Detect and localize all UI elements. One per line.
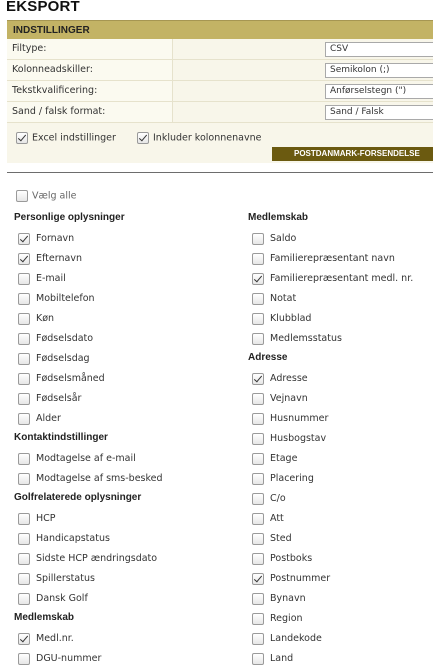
field-label: Handicapstatus [36,533,110,544]
setting-value-cell [173,39,433,59]
include-column-names-label: Inkluder kolonnenavne [153,132,262,144]
field-checkbox[interactable] [252,393,264,405]
setting-row-text-qualifier [7,81,433,102]
field-option-dansk-golf[interactable] [14,589,163,609]
field-option-fornavn[interactable] [14,229,163,249]
field-option-hcp[interactable] [14,509,163,529]
field-option-husnummer[interactable] [248,409,413,429]
setting-label: Kolonneadskiller: [7,60,173,80]
field-checkbox[interactable] [252,253,264,265]
field-option-sidste-hcp-aendringsdato[interactable] [14,549,163,569]
section-heading-personlige-oplysninger: Personlige oplysninger [14,212,125,223]
excel-settings-option[interactable] [16,132,116,144]
field-option-medlemsstatus[interactable] [248,329,413,349]
field-label: Mobiltelefon [36,293,95,304]
field-label: Landekode [270,633,322,644]
field-option-klubblad[interactable] [248,309,413,329]
field-label: Postnummer [270,573,331,584]
field-label: Dansk Golf [36,593,88,604]
field-checkbox[interactable] [252,333,264,345]
field-option-foedselsaar[interactable] [14,389,163,409]
field-option-region[interactable] [248,609,413,629]
field-option-modtagelse-af-e-mail[interactable] [14,449,163,469]
field-label: Fødselsdato [36,333,94,344]
select-all-option[interactable] [16,190,76,202]
field-checkbox[interactable] [252,433,264,445]
field-option-mobiltelefon[interactable] [14,289,163,309]
field-checkbox[interactable] [18,533,30,545]
field-option-landekode[interactable] [248,629,413,649]
field-label: Fødselsmåned [36,373,105,384]
field-checkbox[interactable] [252,413,264,425]
section-divider [7,172,433,173]
field-option-etage[interactable] [248,449,413,469]
field-option-medl-nr[interactable] [14,629,163,649]
field-label: Husbogstav [270,433,327,444]
field-label: Land [270,653,294,664]
field-checkbox[interactable] [252,273,264,285]
setting-value-cell [173,102,433,122]
field-label: Notat [270,293,297,304]
field-checkbox[interactable] [18,393,30,405]
field-label: Sted [270,533,292,544]
field-option-koen[interactable] [14,309,163,329]
field-checkbox[interactable] [252,473,264,485]
settings-panel [7,20,433,163]
field-option-c-o[interactable] [248,489,413,509]
field-label: Medl.nr. [36,633,74,644]
select-all-label: Vælg alle [32,190,77,202]
include-column-names-checkbox[interactable] [137,132,149,144]
setting-row-boolean-format [7,102,433,123]
field-option-bynavn[interactable] [248,589,413,609]
export-options-row [7,123,433,163]
field-label: Alder [36,413,61,424]
field-option-familierepraesentant-medl-nr[interactable] [248,269,413,289]
field-option-land[interactable] [248,649,413,669]
field-label: Vejnavn [270,393,308,404]
field-option-familierepraesentant-navn[interactable] [248,249,413,269]
text-qualifier-select[interactable]: Anførselstegn (") [325,84,433,99]
column-separator-select[interactable]: Semikolon (;) [325,63,433,78]
field-label: Fødselsår [36,393,82,404]
field-checkbox[interactable] [252,513,264,525]
section-heading-kontaktindstillinger: Kontaktindstillinger [14,432,108,443]
field-checkbox[interactable] [252,593,264,605]
section-heading-medlemskab: Medlemskab [248,212,309,223]
page-title: EKSPORT [6,0,80,15]
setting-value-cell [173,81,433,101]
field-checkbox[interactable] [18,473,30,485]
field-label: Medlemsstatus [270,333,342,344]
field-checkbox[interactable] [18,333,30,345]
field-checkbox[interactable] [18,233,30,245]
field-checkbox[interactable] [18,273,30,285]
section-heading-adresse: Adresse [248,352,288,363]
field-label: Modtagelse af e-mail [36,453,136,464]
section-heading-golfrelaterede-oplysninger: Golfrelaterede oplysninger [14,492,142,503]
field-checkbox[interactable] [18,653,30,665]
field-checkbox[interactable] [252,573,264,585]
field-checkbox[interactable] [252,613,264,625]
field-option-modtagelse-af-sms-besked[interactable] [14,469,163,489]
field-label: Fornavn [36,233,75,244]
field-checkbox[interactable] [252,633,264,645]
section-heading-medlemskab: Medlemskab [14,612,75,623]
field-checkbox[interactable] [18,313,30,325]
field-column-right [248,209,413,669]
field-checkbox[interactable] [18,413,30,425]
field-checkbox[interactable] [18,553,30,565]
setting-row-file-type [7,39,433,60]
field-checkbox[interactable] [18,513,30,525]
field-label: Saldo [270,233,297,244]
field-option-vejnavn[interactable] [248,389,413,409]
field-label: E-mail [36,273,66,284]
field-option-dgu-nummer[interactable] [14,649,163,669]
file-type-select[interactable]: CSV [325,42,433,57]
field-label: Adresse [270,373,308,384]
setting-label: Tekstkvalificering: [7,81,173,101]
field-option-e-mail[interactable] [14,269,163,289]
field-option-saldo[interactable] [248,229,413,249]
field-label: Familierepræsentant navn [270,253,395,264]
field-option-sted[interactable] [248,529,413,549]
setting-value-cell [173,60,433,80]
field-option-alder[interactable] [14,409,163,429]
field-checkbox[interactable] [18,453,30,465]
field-column-left [14,209,163,669]
field-option-notat[interactable] [248,289,413,309]
field-label: Modtagelse af sms-besked [36,473,163,484]
field-label: Køn [36,313,55,324]
field-option-adresse[interactable] [248,369,413,389]
field-option-handicapstatus[interactable] [14,529,163,549]
field-option-efternavn[interactable] [14,249,163,269]
field-label: Klubblad [270,313,312,324]
field-label: Att [270,513,284,524]
field-checkbox[interactable] [18,573,30,585]
field-label: HCP [36,513,56,524]
field-checkbox[interactable] [252,493,264,505]
field-label: Spillerstatus [36,573,95,584]
field-option-postnummer[interactable] [248,569,413,589]
field-option-foedselsmaaned[interactable] [14,369,163,389]
field-label: Postboks [270,553,313,564]
setting-label: Filtype: [7,39,173,59]
field-option-foedselsdag[interactable] [14,349,163,369]
field-checkbox[interactable] [18,353,30,365]
field-checkbox[interactable] [252,313,264,325]
setting-label: Sand / falsk format: [7,102,173,122]
field-checkbox[interactable] [18,593,30,605]
field-checkbox[interactable] [18,253,30,265]
field-checkbox[interactable] [252,653,264,665]
field-label: DGU-nummer [36,653,102,664]
field-checkbox[interactable] [252,553,264,565]
setting-row-column-separator [7,60,433,81]
excel-settings-checkbox[interactable] [16,132,28,144]
boolean-format-select[interactable]: Sand / Falsk [325,105,433,120]
field-label: Fødselsdag [36,353,90,364]
field-option-att[interactable] [248,509,413,529]
field-checkbox[interactable] [18,373,30,385]
field-checkbox[interactable] [18,293,30,305]
field-label: Etage [270,453,298,464]
field-label: Husnummer [270,413,329,424]
field-option-placering[interactable] [248,469,413,489]
field-option-foedselsdato[interactable] [14,329,163,349]
settings-header: INDSTILLINGER [7,20,433,39]
field-checkbox[interactable] [252,533,264,545]
field-label: Familierepræsentant medl. nr. [270,273,414,284]
field-label: Region [270,613,303,624]
field-option-spillerstatus[interactable] [14,569,163,589]
field-checkbox[interactable] [252,453,264,465]
field-checkbox[interactable] [252,233,264,245]
field-checkbox[interactable] [252,293,264,305]
field-checkbox[interactable] [252,373,264,385]
postdanmark-shipment-button[interactable]: POSTDANMARK-FORSENDELSE [272,147,433,161]
field-option-postboks[interactable] [248,549,413,569]
field-checkbox[interactable] [18,633,30,645]
field-label: C/o [270,493,286,504]
field-option-husbogstav[interactable] [248,429,413,449]
include-column-names-option[interactable] [137,132,261,144]
field-label: Efternavn [36,253,82,264]
select-all-checkbox[interactable] [16,190,28,202]
field-label: Sidste HCP ændringsdato [36,553,158,564]
field-label: Bynavn [270,593,306,604]
field-label: Placering [270,473,314,484]
excel-settings-label: Excel indstillinger [32,132,116,144]
